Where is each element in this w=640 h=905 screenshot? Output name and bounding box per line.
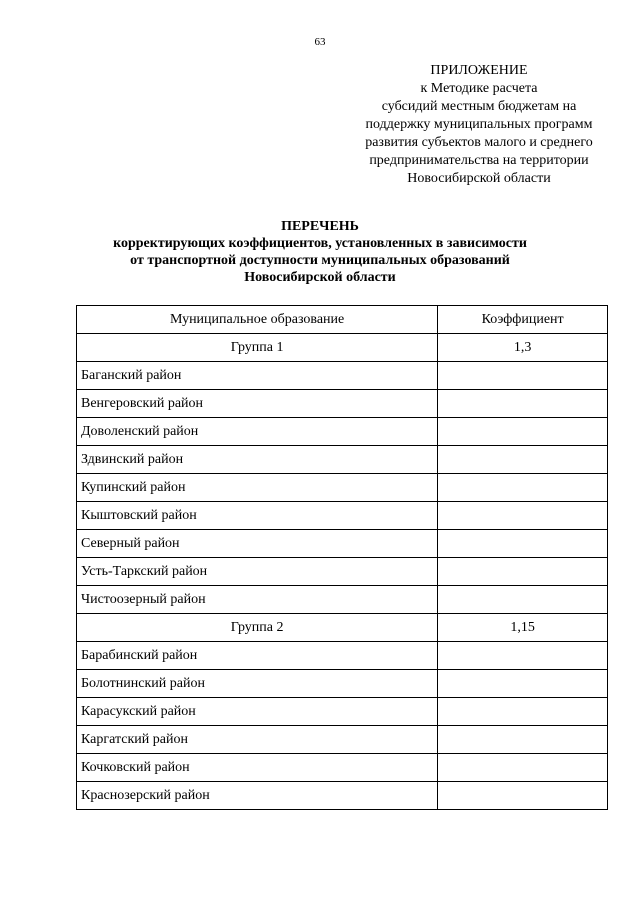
table-row — [77, 502, 608, 530]
district-coefficient-cell — [438, 502, 608, 530]
district-coefficient-cell — [438, 754, 608, 782]
district-coefficient-cell — [438, 362, 608, 390]
district-name: Каргатский район — [77, 726, 438, 754]
group-label: Группа 2 — [77, 614, 438, 642]
title-heading: ПЕРЕЧЕНЬ — [281, 219, 359, 234]
appendix-line: развития субъектов малого и среднего — [365, 135, 593, 150]
appendix-line: Новосибирской области — [407, 171, 551, 186]
district-name: Краснозерский район — [77, 782, 438, 810]
group-row — [77, 614, 608, 642]
district-coefficient-cell — [438, 418, 608, 446]
page-number: 63 — [314, 36, 326, 48]
table-row — [77, 390, 608, 418]
table-row — [77, 530, 608, 558]
district-coefficient-cell — [438, 726, 608, 754]
district-name: Усть-Таркский район — [77, 558, 438, 586]
appendix-line: субсидий местным бюджетам на — [381, 99, 577, 114]
district-name: Карасукский район — [77, 698, 438, 726]
district-name: Кыштовский район — [77, 502, 438, 530]
district-name: Венгеровский район — [77, 390, 438, 418]
district-name: Болотнинский район — [77, 670, 438, 698]
table-row — [77, 670, 608, 698]
district-name: Чистоозерный район — [77, 586, 438, 614]
group-row — [77, 334, 608, 362]
district-coefficient-cell — [438, 586, 608, 614]
group-coefficient: 1,15 — [438, 614, 608, 642]
table-row — [77, 586, 608, 614]
table-row — [77, 446, 608, 474]
district-name: Барабинский район — [77, 642, 438, 670]
appendix-line: предпринимательства на территории — [369, 153, 589, 168]
district-coefficient-cell — [438, 698, 608, 726]
table-row — [77, 362, 608, 390]
table-row — [77, 558, 608, 586]
district-coefficient-cell — [438, 390, 608, 418]
district-coefficient-cell — [438, 642, 608, 670]
title-line: Новосибирской области — [244, 270, 396, 285]
group-label: Группа 1 — [77, 334, 438, 362]
table-row — [77, 782, 608, 810]
appendix-line: поддержку муниципальных программ — [365, 117, 593, 132]
district-coefficient-cell — [438, 782, 608, 810]
table-row — [77, 726, 608, 754]
district-name: Баганский район — [77, 362, 438, 390]
title-line: от транспортной доступности муниципальных образований — [130, 253, 510, 268]
coefficients-table — [76, 305, 608, 810]
district-coefficient-cell — [438, 530, 608, 558]
group-coefficient: 1,3 — [438, 334, 608, 362]
district-coefficient-cell — [438, 670, 608, 698]
appendix-line: ПРИЛОЖЕНИЕ — [430, 63, 528, 78]
district-name: Северный район — [77, 530, 438, 558]
table-header-row — [77, 306, 608, 334]
district-name: Купинский район — [77, 474, 438, 502]
appendix-line: к Методике расчета — [420, 81, 538, 96]
table-row — [77, 754, 608, 782]
table-row — [77, 474, 608, 502]
table-row — [77, 418, 608, 446]
district-name: Здвинский район — [77, 446, 438, 474]
appendix-header — [350, 62, 608, 188]
title-line: корректирующих коэффициентов, установленных в зависимости — [113, 236, 527, 251]
document-title — [0, 218, 640, 286]
district-name: Доволенский район — [77, 418, 438, 446]
district-coefficient-cell — [438, 474, 608, 502]
district-name: Кочковский район — [77, 754, 438, 782]
table-row — [77, 642, 608, 670]
column-header-coefficient: Коэффициент — [438, 306, 608, 334]
table-row — [77, 698, 608, 726]
district-coefficient-cell — [438, 558, 608, 586]
district-coefficient-cell — [438, 446, 608, 474]
column-header-municipality: Муниципальное образование — [77, 306, 438, 334]
